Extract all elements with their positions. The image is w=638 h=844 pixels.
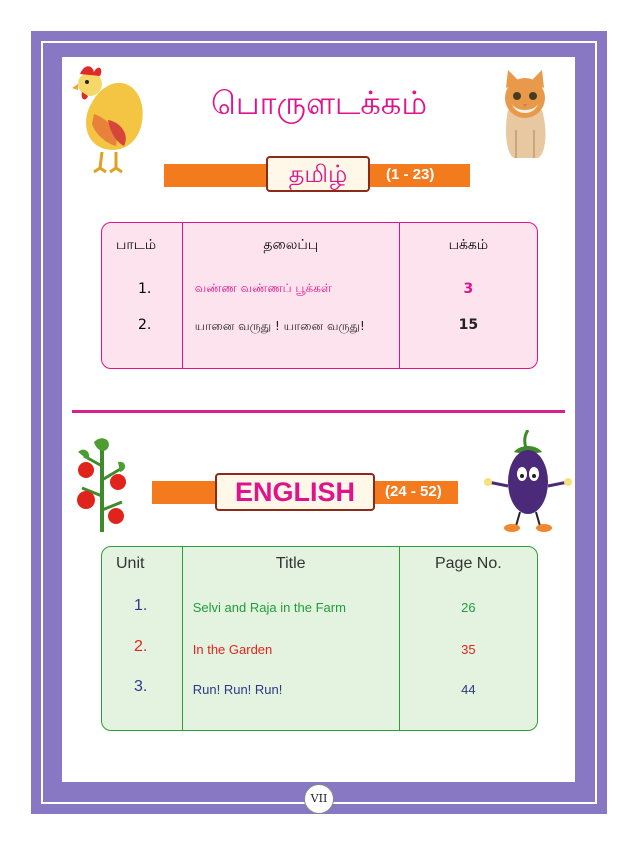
tamil-header-title: தலைப்பு: [263, 237, 319, 253]
english-header-unit: Unit: [116, 555, 145, 572]
page-number: VII: [304, 784, 334, 814]
english-header-page: Page No.: [434, 555, 502, 572]
english-row-3-page: 44: [461, 682, 476, 697]
tamil-row-1-page: 3: [463, 281, 474, 297]
tamil-col-title: [182, 223, 399, 368]
tamil-row-2-title: யானை வருது ! யானை வருது!: [194, 319, 365, 333]
tomato-plant-illustration: [74, 436, 130, 532]
tamil-header-unit: பாடம்: [116, 237, 157, 253]
tamil-header-page: பக்கம்: [448, 237, 489, 253]
tamil-row-1-title: வண்ண வண்ணப் பூக்கள்: [194, 281, 332, 295]
tamil-contents-table: [101, 222, 538, 369]
page-title: பொருளடக்கம்: [210, 84, 428, 122]
english-col-page: [399, 547, 537, 730]
tamil-row-2-unit: 2.: [138, 317, 152, 333]
english-row-3-title: Run! Run! Run!: [192, 682, 283, 697]
section-divider: [72, 410, 565, 413]
tamil-col-page: [399, 223, 537, 368]
english-row-3-unit: 3.: [134, 678, 148, 695]
english-header-title: Title: [275, 555, 306, 572]
english-row-2-page: 35: [461, 642, 476, 657]
english-contents-table: [101, 546, 538, 731]
english-row-2-unit: 2.: [134, 638, 148, 655]
english-row-2-title: In the Garden: [192, 642, 273, 657]
english-col-unit: [102, 547, 182, 730]
tamil-page-range: (1 - 23): [386, 166, 435, 183]
english-col-title: [182, 547, 399, 730]
tamil-row-1-unit: 1.: [138, 281, 152, 297]
tamil-col-unit: [102, 223, 182, 368]
brinjal-character-illustration: [484, 430, 572, 534]
english-row-1-title: Selvi and Raja in the Farm: [192, 600, 346, 615]
tamil-section-label: தமிழ்: [266, 156, 370, 192]
tamil-row-2-page: 15: [458, 317, 479, 333]
english-page-range: (24 - 52): [385, 483, 442, 500]
english-section-label: ENGLISH: [215, 473, 375, 511]
english-row-1-unit: 1.: [134, 597, 148, 614]
english-row-1-page: 26: [461, 600, 476, 615]
